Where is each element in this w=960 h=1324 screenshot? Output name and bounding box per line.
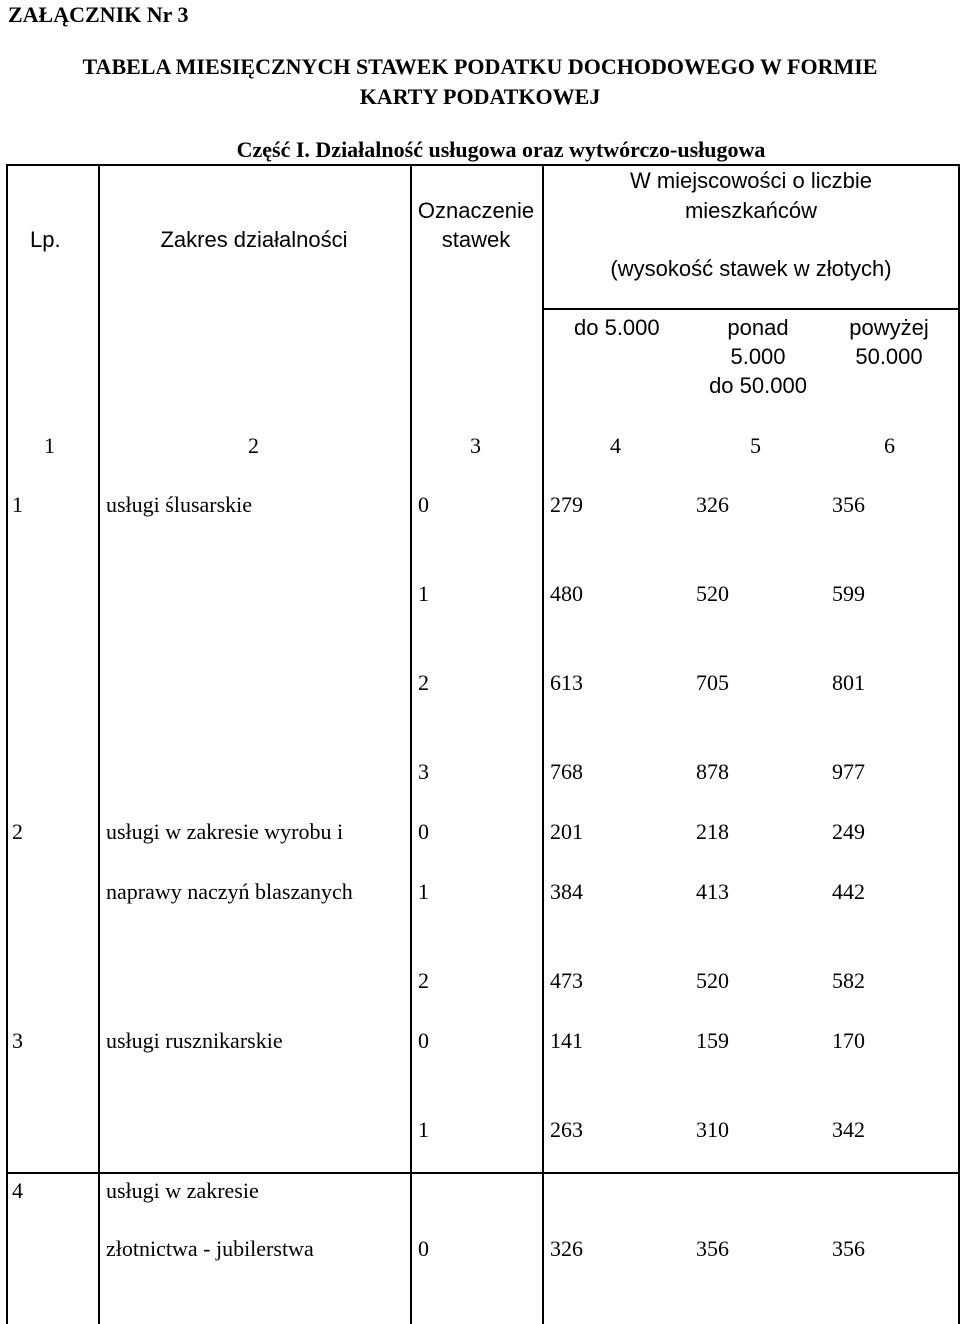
header-col-mid-line1: ponad bbox=[727, 315, 789, 340]
header-scope: Zakres działalności bbox=[160, 227, 348, 252]
row-rate-mark: 1 bbox=[418, 581, 429, 606]
header-col-above-line1: powyżej bbox=[849, 315, 929, 340]
row-scope: naprawy naczyń blaszanych bbox=[106, 879, 353, 904]
row-value-above-50000: 599 bbox=[832, 581, 865, 606]
header-lp: Lp. bbox=[30, 227, 61, 252]
row-value-up-to-5000: 384 bbox=[550, 879, 583, 904]
row-rate-mark: 2 bbox=[418, 968, 429, 993]
header-rate-mark-line2: stawek bbox=[441, 227, 511, 252]
row-scope: usługi rusznikarskie bbox=[106, 1028, 283, 1053]
row-rate-mark: 0 bbox=[418, 819, 429, 844]
row-value-5000-50000: 413 bbox=[696, 879, 729, 904]
header-population-line2: mieszkańców bbox=[684, 198, 818, 223]
row-value-5000-50000: 520 bbox=[696, 968, 729, 993]
row-scope: usługi w zakresie wyrobu i bbox=[106, 819, 344, 844]
row-value-up-to-5000: 473 bbox=[550, 968, 583, 993]
section-title: Część I. Działalność usługowa oraz wytwórczo-usługowa bbox=[236, 137, 766, 162]
row-rate-mark: 3 bbox=[418, 759, 429, 784]
row-value-above-50000: 977 bbox=[832, 759, 865, 784]
row-value-above-50000: 442 bbox=[832, 879, 865, 904]
row-lp: 2 bbox=[12, 819, 23, 844]
document-title-line1: TABELA MIESIĘCZNYCH STAWEK PODATKU DOCHODOWEGO W FORMIE bbox=[82, 54, 878, 79]
row-value-above-50000: 249 bbox=[832, 819, 865, 844]
table-row bbox=[0, 819, 960, 847]
row-lp: 1 bbox=[12, 492, 23, 517]
row-value-above-50000: 170 bbox=[832, 1028, 865, 1053]
row-4-top-border bbox=[6, 1172, 960, 1174]
population-header-divider bbox=[542, 308, 960, 310]
header-unit-note: (wysokość stawek w złotych) bbox=[610, 256, 892, 281]
row-value-above-50000: 801 bbox=[832, 670, 865, 695]
row-scope: usługi ślusarskie bbox=[106, 492, 253, 517]
column-number: 4 bbox=[610, 433, 621, 458]
table-row bbox=[0, 1117, 960, 1145]
annex-label: ZAŁĄCZNIK Nr 3 bbox=[8, 2, 189, 27]
scope-column-divider bbox=[410, 164, 412, 1324]
column-number: 5 bbox=[750, 433, 761, 458]
row-value-up-to-5000: 326 bbox=[550, 1236, 583, 1261]
header-col-above-line2: 50.000 bbox=[855, 344, 923, 369]
header-col-up-to-5000: do 5.000 bbox=[574, 315, 660, 340]
row-value-5000-50000: 159 bbox=[696, 1028, 729, 1053]
row-lp: 4 bbox=[12, 1178, 23, 1203]
table-row bbox=[0, 1028, 960, 1056]
column-number: 6 bbox=[884, 433, 895, 458]
row-rate-mark: 0 bbox=[418, 492, 429, 517]
column-number: 1 bbox=[44, 433, 55, 458]
header-col-mid-line3: do 50.000 bbox=[709, 373, 807, 398]
table-row bbox=[0, 581, 960, 609]
document-title-line2: KARTY PODATKOWEJ bbox=[359, 84, 601, 109]
row-value-5000-50000: 878 bbox=[696, 759, 729, 784]
row-rate-mark: 1 bbox=[418, 879, 429, 904]
row-value-up-to-5000: 768 bbox=[550, 759, 583, 784]
table-row bbox=[0, 492, 960, 520]
header-rate-mark-line1: Oznaczenie bbox=[417, 198, 535, 223]
table-top-border bbox=[6, 164, 960, 166]
row-value-5000-50000: 326 bbox=[696, 492, 729, 517]
row-value-5000-50000: 218 bbox=[696, 819, 729, 844]
table-left-border bbox=[6, 164, 8, 1324]
row-value-5000-50000: 520 bbox=[696, 581, 729, 606]
table-row bbox=[0, 879, 960, 907]
row-rate-mark: 1 bbox=[418, 1117, 429, 1142]
table-row bbox=[0, 759, 960, 787]
header-col-mid-line2: 5.000 bbox=[730, 344, 786, 369]
table-row bbox=[0, 968, 960, 996]
row-rate-mark: 2 bbox=[418, 670, 429, 695]
table-row bbox=[0, 1178, 960, 1206]
mark-column-divider bbox=[542, 164, 544, 1324]
row-scope: usługi w zakresie bbox=[106, 1178, 259, 1203]
row-value-up-to-5000: 613 bbox=[550, 670, 583, 695]
table-row bbox=[0, 670, 960, 698]
row-lp: 3 bbox=[12, 1028, 23, 1053]
row-value-up-to-5000: 141 bbox=[550, 1028, 583, 1053]
row-value-5000-50000: 310 bbox=[696, 1117, 729, 1142]
row-value-up-to-5000: 263 bbox=[550, 1117, 583, 1142]
row-rate-mark: 0 bbox=[418, 1028, 429, 1053]
row-value-above-50000: 356 bbox=[832, 492, 865, 517]
row-rate-mark: 0 bbox=[418, 1236, 429, 1261]
row-value-up-to-5000: 279 bbox=[550, 492, 583, 517]
row-value-5000-50000: 356 bbox=[696, 1236, 729, 1261]
row-scope: złotnictwa - jubilerstwa bbox=[106, 1236, 314, 1261]
column-number: 3 bbox=[470, 433, 481, 458]
row-value-up-to-5000: 201 bbox=[550, 819, 583, 844]
table-row bbox=[0, 1236, 960, 1264]
row-value-above-50000: 342 bbox=[832, 1117, 865, 1142]
row-value-above-50000: 582 bbox=[832, 968, 865, 993]
row-value-up-to-5000: 480 bbox=[550, 581, 583, 606]
header-population-line1: W miejscowości o liczbie bbox=[629, 168, 873, 193]
column-number: 2 bbox=[248, 433, 259, 458]
row-value-above-50000: 356 bbox=[832, 1236, 865, 1261]
row-value-5000-50000: 705 bbox=[696, 670, 729, 695]
lp-column-divider bbox=[98, 164, 100, 1324]
